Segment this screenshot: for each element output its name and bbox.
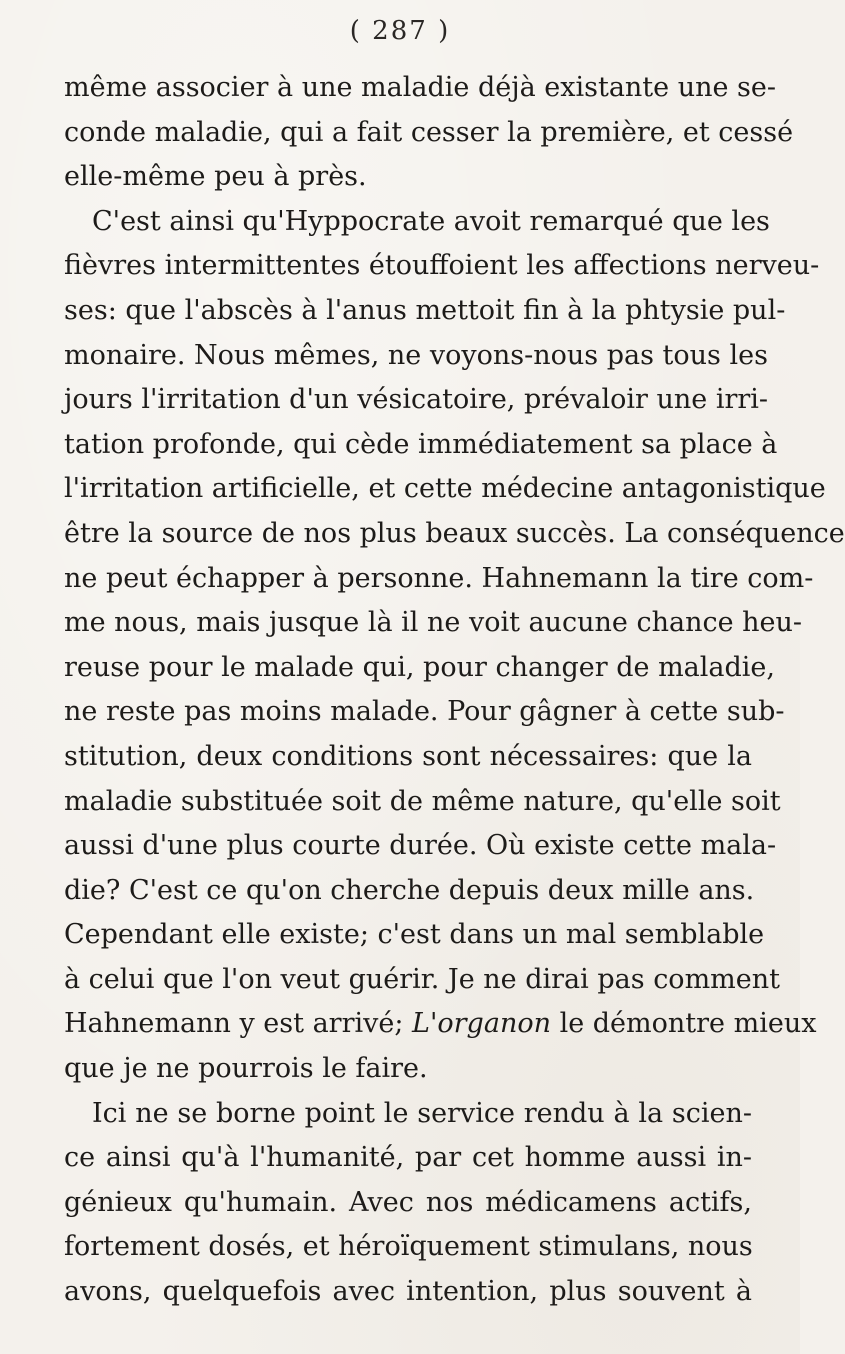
- text-line: monaire. Nous mêmes, ne voyons-nous pas tous les: [64, 339, 768, 371]
- text-line: aussi d'une plus courte durée. Où existe cette mala-: [64, 830, 777, 862]
- text-line: me nous, mais jusque là il ne voit aucune chance heu-: [64, 607, 803, 639]
- text-line: même associer à une maladie déjà existante une se-: [64, 72, 777, 103]
- text-segment: le démontre mieux: [559, 1008, 817, 1040]
- text-line: elle-même peu à près.: [64, 161, 367, 193]
- text-line: ne reste pas moins malade. Pour gâgner à cette sub-: [64, 696, 785, 728]
- page-number: ( 287 ): [349, 16, 451, 46]
- body-text: [64, 66, 845, 1315]
- text-line: reuse pour le malade qui, pour changer de maladie,: [64, 651, 775, 683]
- text-line: l'irritation artificielle, et cette médecine antagonistique: [64, 473, 826, 505]
- text-line: fièvres intermittentes étouffoient les affections nerveu-: [64, 250, 820, 282]
- text-line: à celui que l'on veut guérir. Je ne dirai pas comment: [64, 963, 780, 995]
- text-line: jours l'irritation d'un vésicatoire, prévaloir une irri-: [64, 384, 769, 416]
- text-line: maladie substituée soit de même nature, qu'elle soit: [64, 785, 781, 817]
- text-line: tation profonde, qui cède immédiatement sa place à: [64, 428, 778, 460]
- text-line: ce ainsi qu'à l'humanité, par cet homme aussi in-: [64, 1142, 752, 1174]
- text-line: ses: que l'abscès à l'anus mettoit fin à la phtysie pul-: [64, 294, 786, 326]
- text-line: être la source de nos plus beaux succès. La conséquence: [64, 517, 845, 549]
- text-line: Ici ne se borne point le service rendu à la scien-: [92, 1097, 752, 1129]
- text-segment: Hahnemann y est arrivé;: [64, 1008, 404, 1040]
- text-line: ne peut échapper à personne. Hahnemann la tire com-: [64, 562, 814, 594]
- text-line-with-italic: [64, 1002, 817, 1047]
- text-line: die? C'est ce qu'on cherche depuis deux mille ans.: [64, 874, 755, 906]
- text-line: fortement dosés, et héroïquement stimulans, nous: [64, 1231, 753, 1263]
- text-line: Cependant elle existe; c'est dans un mal semblable: [64, 919, 765, 951]
- text-line: génieux qu'humain. Avec nos médicamens actifs,: [64, 1186, 752, 1218]
- text-line: avons, quelquefois avec intention, plus souvent à: [64, 1276, 752, 1308]
- italic-title: L'organon: [412, 1008, 551, 1040]
- text-line: que je ne pourrois le faire.: [64, 1053, 428, 1085]
- text-line: conde maladie, qui a fait cesser la première, et cessé: [64, 116, 794, 148]
- text-line: stitution, deux conditions sont nécessaires: que la: [64, 740, 752, 772]
- text-line: C'est ainsi qu'Hyppocrate avoit remarqué que les: [92, 205, 770, 237]
